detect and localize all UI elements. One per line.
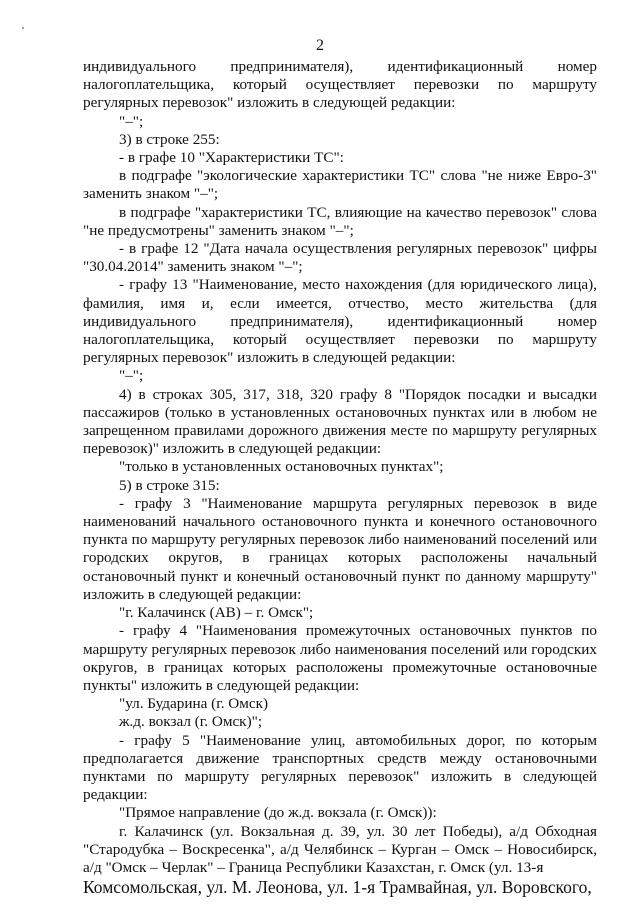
paragraph: 4) в строках 305, 317, 318, 320 графу 8 "Порядок посадки и высадки пассажиров (только в установленных остановочных пунктах или в любом не запрещенном правилами дорожного движения месте по маршруту регулярных перевозок)" изложить в следующей редакции:	[83, 385, 597, 458]
paragraph: - в графе 10 "Характеристики ТС":	[119, 149, 344, 167]
page-number: 2	[316, 37, 324, 54]
paragraph: Комсомольская, ул. М. Леонова, ул. 1-я Трамвайная, ул. Воровского,	[83, 877, 592, 898]
paragraph: "ул. Бударина (г. Омск)	[119, 695, 269, 713]
paragraph: - в графе 12 "Дата начала осуществления регулярных перевозок" цифры "30.04.2014" заменить знаком "–";	[83, 240, 597, 276]
paragraph: "–";	[119, 367, 144, 385]
document-body	[83, 58, 597, 898]
paragraph: в подграфе "характеристики ТС, влияющие на качество перевозок" слова "не предусмотрены" заменить знаком "–";	[83, 203, 597, 239]
paragraph: "только в установленных остановочных пунктах";	[119, 458, 444, 476]
paragraph: - графу 13 "Наименование, место нахождения (для юридического лица), фамилия, имя и, если имеется, отчество, место жительства (для индивидуального предпринимателя), идентификационный номер налогоплательщика, который осуществляет перевозки по маршруту регулярных перевозок" изложить в следующей редакции:	[83, 276, 597, 367]
paragraph: - графу 3 "Наименование маршрута регулярных перевозок в виде наименований начального остановочного пункта и конечного остановочного пункта по маршруту регулярных перевозок либо наименований поселений или городских округов, в границах которых расположены начальный остановочный пункт и конечный остановочный пункт по данному маршруту" изложить в следующей редакции:	[83, 494, 597, 603]
paragraph: г. Калачинск (ул. Вокзальная д. 39, ул. 30 лет Победы), а/д Обходная "Стародубка – Воскресенка", а/д Челябинск – Курган – Омск – Новосибирск, а/д "Омск – Черлак" – Граница Республики Казахстан, г. Омск (ул. 13-я	[83, 822, 597, 876]
paragraph: 5) в строке 315:	[119, 476, 220, 494]
paragraph: ж.д. вокзал (г. Омск)";	[119, 713, 263, 731]
paragraph: "–";	[119, 112, 144, 130]
paragraph: "Прямое направление (до ж.д. вокзала (г. Омск)):	[119, 804, 437, 822]
scan-speck	[22, 27, 24, 29]
paragraph: - графу 5 "Наименование улиц, автомобильных дорог, по которым предполагается движение транспортных средств между остановочными пунктами по маршруту регулярных перевозок" изложить в следующей редакции:	[83, 731, 597, 804]
paragraph: в подграфе "экологические характеристики ТС" слова "не ниже Евро-3" заменить знаком "–";	[83, 167, 597, 203]
paragraph: - графу 4 "Наименования промежуточных остановочных пунктов по маршруту регулярных перевозок либо наименования поселений или городских округов, в границах которых расположены промежуточные остановочные пункты" изложить в следующей редакции:	[83, 622, 597, 694]
paragraph: 3) в строке 255:	[119, 130, 220, 148]
paragraph: индивидуального предпринимателя), идентификационный номер налогоплательщика, который осуществляет перевозки по маршруту регулярных перевозок" изложить в следующей редакции:	[83, 58, 597, 112]
paragraph: "г. Калачинск (АВ) – г. Омск";	[119, 604, 314, 622]
